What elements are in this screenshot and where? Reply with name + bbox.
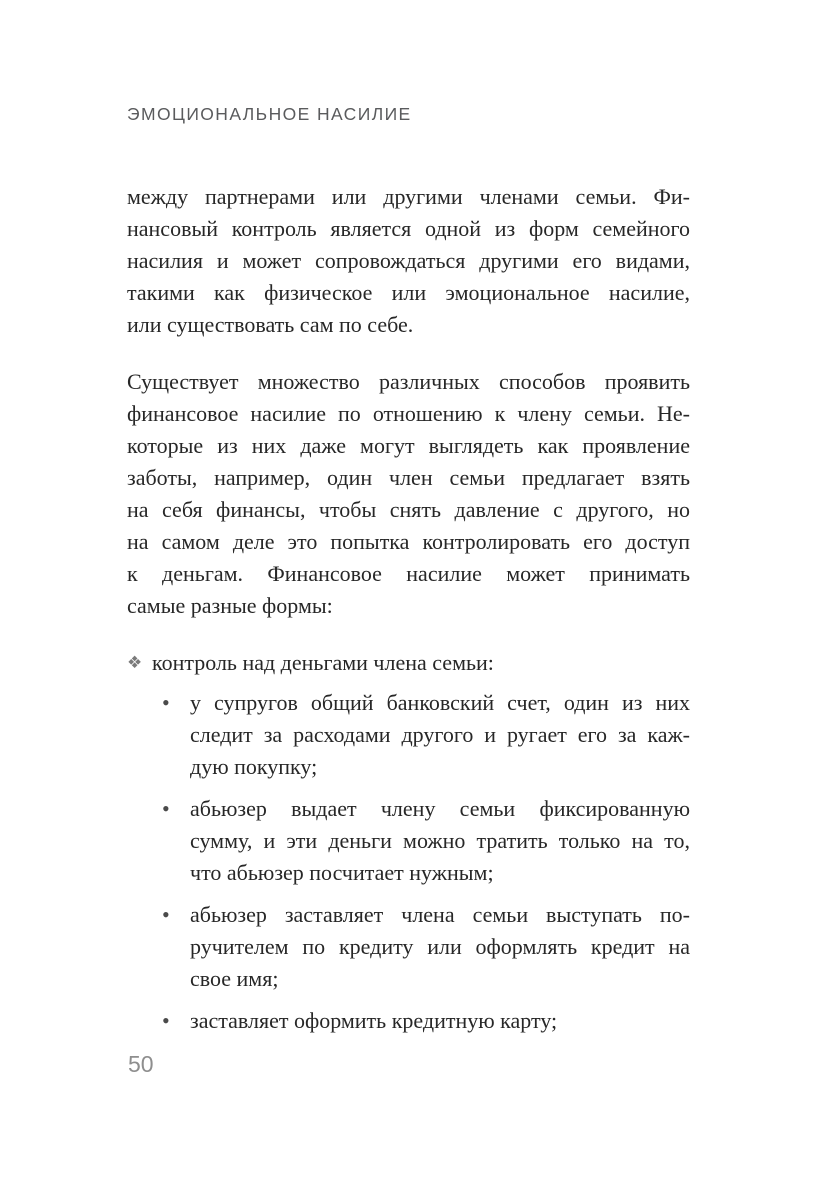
- bullet-item: [127, 1005, 690, 1037]
- text-line: к деньгам. Финансовое насилие может принимать: [127, 561, 690, 586]
- text-line: абьюзер заставляет члена семьи выступать по-: [190, 902, 690, 927]
- text-line: на самом деле это попытка контролировать его доступ: [127, 529, 690, 554]
- bullet-item: [127, 899, 690, 995]
- bullet-dot-icon: •: [162, 796, 170, 821]
- text-line: дую покупку;: [190, 754, 318, 779]
- text-line: у супругов общий банковский счет, один из них: [190, 690, 690, 715]
- text-line: на себя финансы, чтобы снять давление с другого, но: [127, 497, 690, 522]
- bullet-dot-icon: •: [162, 1008, 170, 1033]
- text-line: абьюзер выдает члену семьи фиксированную: [190, 796, 690, 821]
- text-lines: [190, 793, 690, 889]
- page-number: 50: [128, 1051, 154, 1077]
- text-line: самые разные формы:: [127, 593, 333, 618]
- text-lines: [127, 366, 690, 622]
- text-line: заботы, например, один член семьи предлагает взять: [127, 465, 690, 490]
- text-line: свое имя;: [190, 966, 279, 991]
- text-line: которые из них даже могут выглядеть как проявление: [127, 433, 690, 458]
- text-line: контроль над деньгами члена семьи:: [152, 650, 494, 675]
- text-line: нансовый контроль является одной из форм семейного: [127, 216, 690, 241]
- bullet-dot-icon: •: [162, 690, 170, 715]
- text-lines: [190, 1005, 690, 1037]
- text-lines: [127, 181, 690, 341]
- content: [127, 181, 690, 1037]
- text-lines: [190, 899, 690, 995]
- bullet-item: [127, 793, 690, 889]
- text-lines: [190, 687, 690, 783]
- diamond-item: [127, 647, 690, 679]
- text-line: такими как физическое или эмоциональное насилие,: [127, 280, 690, 305]
- text-line: или существовать сам по себе.: [127, 312, 414, 337]
- bullet-item: [127, 687, 690, 783]
- paragraph: [127, 366, 690, 622]
- text-line: ручителем по кредиту или оформлять кредит на: [190, 934, 690, 959]
- text-line: следит за расходами другого и ругает его за каж-: [190, 722, 690, 747]
- text-line: Существует множество различных способов проявить: [127, 369, 690, 394]
- text-line: заставляет оформить кредитную карту;: [190, 1008, 558, 1033]
- text-line: сумму, и эти деньги можно тратить только на то,: [190, 828, 690, 853]
- running-head: ЭМОЦИОНАЛЬНОЕ НАСИЛИЕ: [127, 104, 412, 124]
- text-line: между партнерами или другими членами семьи. Фи-: [127, 184, 690, 209]
- diamond-bullet-icon: ❖: [127, 653, 143, 673]
- bullet-dot-icon: •: [162, 902, 170, 927]
- text-lines: [152, 647, 690, 679]
- paragraph: [127, 181, 690, 341]
- text-line: финансовое насилие по отношению к члену семьи. Не-: [127, 401, 690, 426]
- text-line: насилия и может сопровождаться другими его видами,: [127, 248, 690, 273]
- text-line: что абьюзер посчитает нужным;: [190, 860, 494, 885]
